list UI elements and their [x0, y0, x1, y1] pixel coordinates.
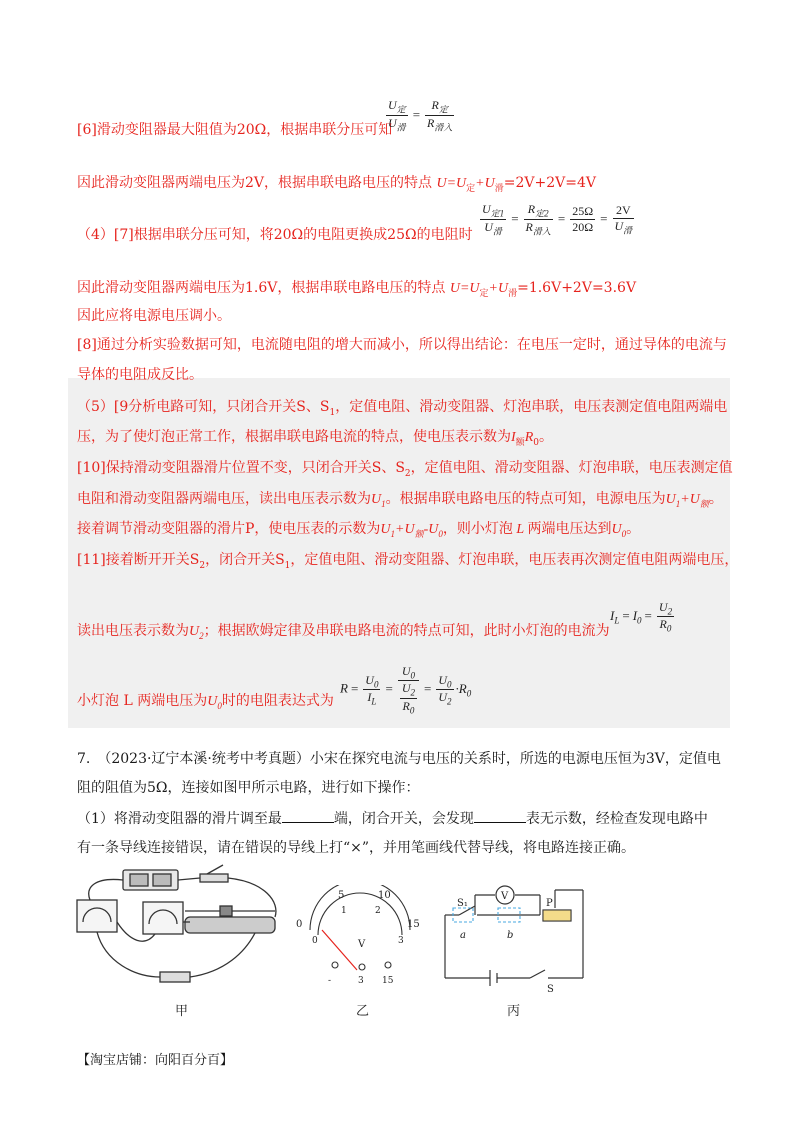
dial-label-top-15: 15: [407, 919, 420, 930]
caption-bing: 丙: [507, 1004, 521, 1019]
question-7-line-c: （1）将滑动变阻器的滑片调至最 端，闭合开关，会发现 表无示数，经检查发现电路中: [77, 811, 708, 827]
dial-label-bot-2: 2: [375, 906, 381, 916]
schematic-label-v: V: [501, 891, 509, 902]
answer-line-10c: 接着调节滑动变阻器的滑片P，使电压表的示数为$U_1+U_额-U_0$，则小灯泡 L 两端电压达到$U_0$。: [77, 521, 641, 539]
answer-line-10a: [10]保持滑动变阻器滑片位置不变，只闭合开关S、$S_2$，定值电阻、滑动变阻器、灯泡串联，电压表测定值: [77, 460, 733, 479]
dial-unit: V: [358, 939, 366, 950]
schematic-label-s1: S₁: [457, 898, 468, 909]
answer-line-9b: 压，为了使灯泡正常工作，根据串联电路电流的特点，使电压表示数为$I_额R_0$。: [77, 429, 553, 448]
answer-line-8a: [8]通过分析实验数据可知，电流随电阻的增大而减小，所以得出结论：在电压一定时，通过导体的电流与: [77, 337, 727, 353]
dial-label-top-0: 0: [296, 919, 303, 930]
formula-ratio-6: $\frac{U_定}{U_滑}$ = $\frac{R_定}{R_{滑入}}$: [388, 98, 453, 133]
terminal-15: 15: [382, 976, 394, 985]
figure-bing-schematic: [435, 880, 595, 995]
dial-label-top-5: 5: [338, 890, 345, 901]
answer-line-8b: 导体的电阻成反比。: [77, 367, 203, 383]
figure-yi-voltmeter: [290, 885, 420, 985]
footer-shop-label: 【淘宝店铺：向阳百分百】: [77, 1053, 234, 1068]
schematic-label-b: b: [507, 930, 514, 941]
question-7-line-b: 阻的阻值为5Ω，连接如图甲所示电路，进行如下操作：: [77, 780, 420, 796]
answer-line-11a: [11]接着断开开关$S_2$，闭合开关$S_1$，定值电阻、滑动变阻器、灯泡串联，电压表再次测定值电阻两端电压，: [77, 552, 739, 571]
caption-yi: 乙: [356, 1004, 370, 1019]
answer-blank-2[interactable]: [474, 810, 526, 823]
formula-current: $I_L = I_0$ = $\frac{U_2}{R_0}$: [610, 600, 673, 634]
terminal-3: 3: [358, 976, 364, 985]
caption-jia: 甲: [175, 1004, 189, 1019]
figure-jia-circuit: [75, 862, 310, 992]
dial-label-bot-3: 3: [398, 936, 404, 946]
answer-line-6b: 因此滑动变阻器两端电压为2V，根据串联电路电压的特点 $U=U_定+U_滑=2V+2V=4V$: [77, 175, 596, 194]
answer-blank-1[interactable]: [282, 810, 334, 823]
question-7-line-a: 7. （2023·辽宁本溪·统考中考真题）小宋在探究电流与电压的关系时，所选的电源电压恒为3V，定值电: [77, 751, 721, 767]
answer-line-11b: 读出电压表示数为$U_2$；根据欧姆定律及串联电路电流的特点可知，此时小灯泡的电流为: [77, 623, 610, 641]
formula-resistance: R = $\frac{U_0}{I_L}$ = $\frac{U_0}{\frac{U_2}{R_0}}$ = $\frac{U_0}{U_2}$ $\cdot R_0$: [340, 664, 472, 716]
question-7-line-d: 有一条导线连接错误，请在错误的导线上打“×”，并用笔画线代替导线，将电路连接正确。: [77, 840, 636, 856]
answer-line-9a: （5）[9分析电路可知，只闭合开关S、$S_1$，定值电阻、滑动变阻器、灯泡串联，电压表测定值电阻两端电: [77, 399, 728, 418]
schematic-label-a: a: [460, 930, 466, 941]
answer-line-6: [6]滑动变阻器最大阻值为20Ω，根据串联分压可知: [77, 122, 393, 138]
dial-label-top-10: 10: [378, 890, 391, 901]
dial-label-bot-0: 0: [312, 936, 318, 946]
answer-line-11c: 小灯泡 L 两端电压为$U_0$时的电阻表达式为: [77, 693, 334, 711]
answer-line-10b: 电阻和滑动变阻器两端电压，读出电压表示数为$U_1$。根据串联电路电压的特点可知，电源电压为$U_1+U_额$。: [77, 491, 723, 509]
answer-line-7b: 因此滑动变阻器两端电压为1.6V，根据串联电路电压的特点 $U=U_定+U_滑=1.6V+2V=3.6V$: [77, 280, 637, 299]
answer-line-7: （4）[7]根据串联分压可知，将20Ω的电阻更换成25Ω的电阻时: [77, 227, 473, 243]
schematic-label-p: P: [546, 898, 553, 909]
formula-ratio-7: $\frac{U_{定1}}{U_滑}$ = $\frac{R_{定2}}{R_{滑入}}$ = $\frac{25\Omega}{20\Omega}$ = $\frac{2V}{U_滑}$: [482, 202, 633, 237]
answer-line-7c: 因此应将电源电压调小。: [77, 308, 231, 324]
schematic-label-s: S: [547, 984, 554, 995]
terminal-minus: -: [328, 976, 332, 985]
dial-label-bot-1: 1: [341, 906, 347, 916]
